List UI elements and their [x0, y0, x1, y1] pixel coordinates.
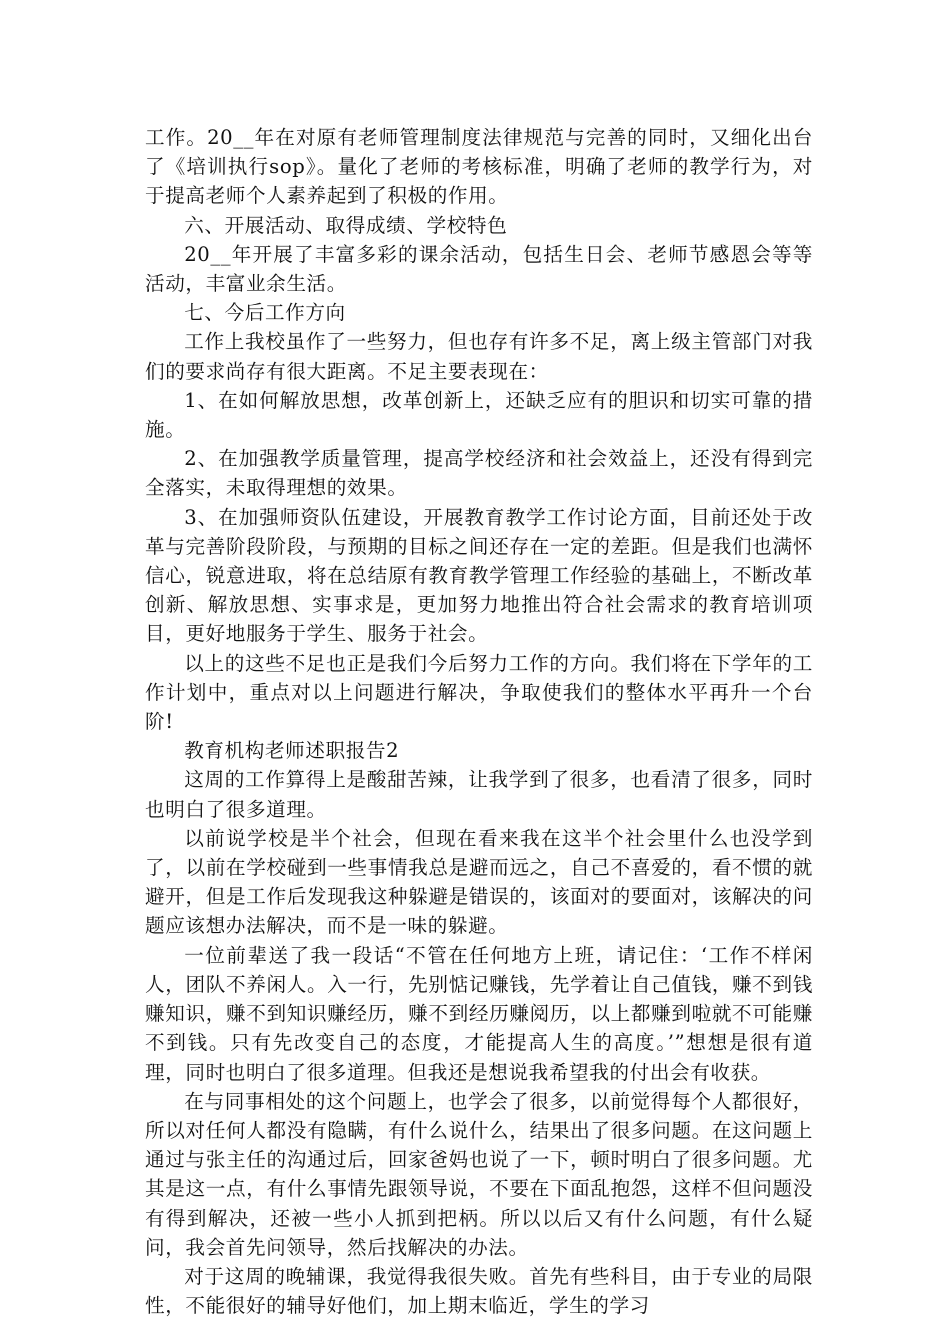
list-item: 2、在加强教学质量管理，提高学校经济和社会效益上，还没有得到完全落实，未取得理想的效果。 — [145, 447, 813, 500]
paragraph: 一位前辈送了我一段话“不管在任何地方上班，请记住：‘工作不样闲人，团队不养闲人。入一行，先别惦记赚钱，先学着让自己值钱，赚不到钱赚知识，赚不到知识赚经历，赚不到经历赚阅历，以上都赚到啦就不可能赚不到钱。只有先改变自己的态度，才能提高人生的高度。’”想想是很有道理，同时也明白了很多道理。但我还是想说我希望我的付出会有收获。 — [145, 943, 813, 1084]
paragraph: 以上的这些不足也正是我们今后努力工作的方向。我们将在下学年的工作计划中，重点对以上问题进行解决，争取使我们的整体水平再升一个台阶! — [145, 651, 813, 734]
report-title: 教育机构老师述职报告2 — [184, 739, 400, 763]
paragraph: 以前说学校是半个社会，但现在看来我在这半个社会里什么也没学到了，以前在学校碰到一些事情我总是避而远之，自己不喜爱的，看不惯的就避开，但是工作后发现我这种躲避是错误的，该面对的要面对，该解决的问题应该想办法解决，而不是一味的躲避。 — [145, 826, 813, 938]
list-item: 3、在加强师资队伍建设，开展教育教学工作讨论方面，目前还处于改革与完善阶段阶段，与预期的目标之间还存在一定的差距。但是我们也满怀信心，锐意进取，将在总结原有教育教学管理工作经验的基础上，不断改革创新、解放思想、实事求是，更加努力地推出符合社会需求的教育培训项目，更好地服务于学生、服务于社会。 — [145, 505, 813, 646]
list-item: 1、在如何解放思想，改革创新上，还缺乏应有的胆识和切实可靠的措施。 — [145, 388, 813, 442]
paragraph: 对于这周的晚辅课，我觉得我很失败。首先有些科目，由于专业的局限性，不能很好的辅导好他们，加上期末临近，学生的学习 — [145, 1264, 813, 1318]
paragraph: 工作。20__年在对原有老师管理制度法律规范与完善的同时，又细化出台了《培训执行sop》。量化了老师的考核标准，明确了老师的教学行为，对于提高老师个人素养起到了积极的作用。 — [145, 126, 813, 208]
section-heading-future-direction: 七、今后工作方向 — [184, 301, 346, 325]
paragraph: 这周的工作算得上是酸甜苦辣，让我学到了很多，也看清了很多，同时也明白了很多道理。 — [145, 768, 813, 821]
paragraph: 工作上我校虽作了一些努力，但也存有许多不足，离上级主管部门对我们的要求尚存有很大距离。不足主要表现在： — [145, 330, 813, 383]
paragraph: 在与同事相处的这个问题上，也学会了很多，以前觉得每个人都很好，所以对任何人都没有隐瞒，有什么说什么，结果出了很多问题。在这问题上通过与张主任的沟通过后，回家爸妈也说了一下，顿时明白了很多问题。尤其是这一点，有什么事情先跟领导说，不要在下面乱抱怨，这样不但问题没有得到解决，还被一些小人抓到把柄。所以以后又有什么问题，有什么疑问，我会首先问领导，然后找解决的办法。 — [145, 1089, 813, 1259]
section-heading-activities: 六、开展活动、取得成绩、学校特色 — [184, 213, 508, 237]
paragraph: 20__年开展了丰富多彩的课余活动，包括生日会、老师节感恩会等等活动，丰富业余生活。 — [145, 242, 813, 296]
document-body — [145, 123, 813, 1320]
